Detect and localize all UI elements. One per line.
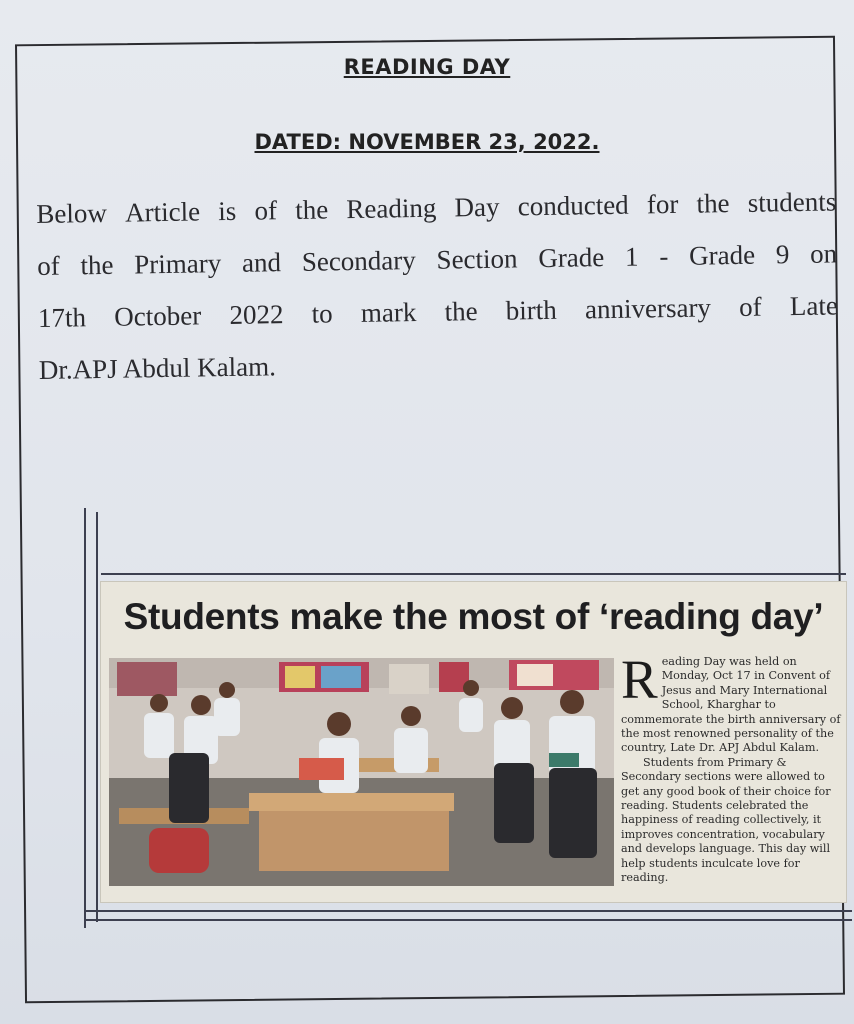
- intro-paragraph: [36, 175, 839, 396]
- clipping-article: [621, 649, 843, 886]
- article-paragraph-2: Students from Primary & Secondary sections were allowed to get any good book of their choice for reading. Students celebrated the happiness of reading collectively, it improves concentration, vocabulary and develops language. This day will help students inculcate love for reading.: [621, 755, 831, 885]
- intro-line-3: 17th October 2022 to mark the birth anniversary of Late: [37, 290, 839, 333]
- classroom-photo-graphic: [109, 658, 614, 886]
- classroom-photo: [109, 658, 614, 886]
- frame-line-top: [101, 573, 846, 575]
- newspaper-clipping: [101, 582, 846, 902]
- clipping-headline: Students make the most of ‘reading day’: [123, 596, 824, 637]
- page-title: READING DAY: [343, 55, 511, 79]
- article-paragraph-1: Reading Day was held on Monday, Oct 17 in Convent of Jesus and Mary International School, Kharghar to commemorate the birth anniversary of the most renowned personality of the country, Late Dr. APJ Abdul Kalam.: [621, 649, 841, 755]
- frame-line-bottom: [86, 910, 852, 912]
- drop-cap: R: [621, 649, 658, 710]
- intro-line-2: of the Primary and Secondary Section Grade 1 - Grade 9 on: [36, 238, 838, 281]
- intro-line-1: Below Article is of the Reading Day conducted for the students: [36, 186, 837, 229]
- frame-line-bottom-2: [86, 919, 852, 921]
- frame-line-left-outer: [84, 508, 86, 928]
- date-heading: DATED: NOVEMBER 23, 2022.: [254, 130, 600, 154]
- intro-line-4: Dr.APJ Abdul Kalam.: [38, 351, 277, 385]
- frame-line-left-inner: [96, 512, 98, 922]
